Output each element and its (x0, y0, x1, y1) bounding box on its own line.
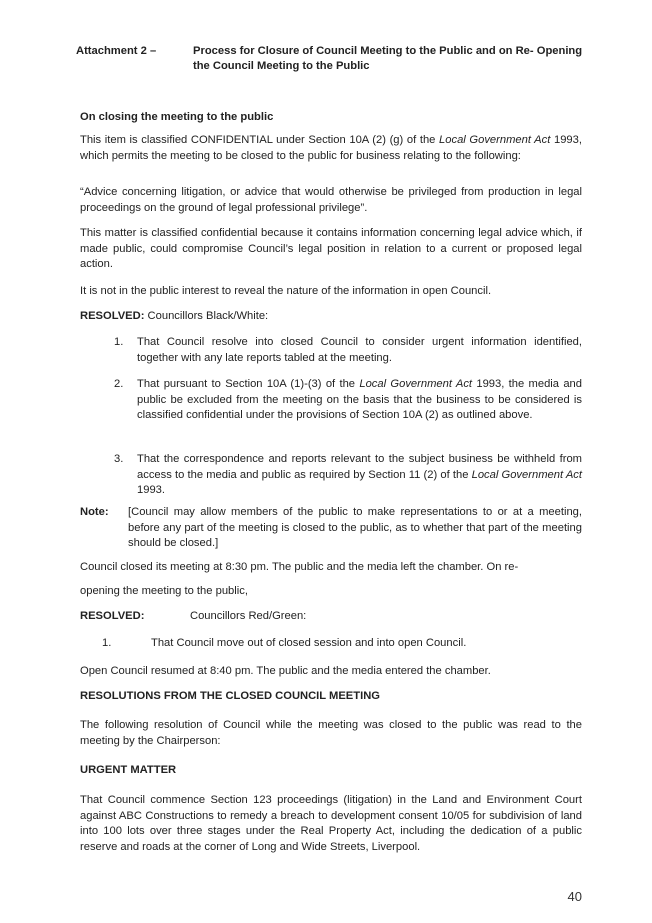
classification-text-a: This item is classified CONFIDENTIAL under Section 10A (2) (g) of the (80, 134, 440, 146)
closing-heading: On closing the meeting to the public (80, 111, 274, 123)
urgent-matter-heading: URGENT MATTER (80, 764, 177, 776)
resolved-label: RESOLVED: (80, 310, 145, 322)
item-number: 2. (114, 378, 124, 390)
classification-text-b: 1993, which permits the meeting to be closed to the public for business relating to the following: (80, 134, 582, 162)
item-text-a: That pursuant to Section 10A (1)-(3) of the (137, 378, 360, 390)
resolutions-intro: The following resolution of Council while the meeting was closed to the public was read to the meeting by the Chairperson: (80, 719, 582, 747)
note-label: Note: (80, 506, 109, 518)
urgent-matter-text: That Council commence Section 123 proceedings (litigation) in the Land and Environment Court against ABC Constructions to remedy a breach to development consent 10/05 for subdivision of land into 100 lots over three stages under the Real Property Act, including the dedication of a public reserve and roads at the corner of Long and Wide Streets, Liverpool. (80, 794, 582, 853)
item-text: That Council move out of closed session and into open Council. (151, 637, 467, 649)
item-text (137, 377, 582, 424)
page-number: 40 (567, 889, 582, 904)
item-number: 3. (114, 453, 124, 465)
item-text: That Council resolve into closed Council to consider urgent information identified, together with any late reports tabled at the meeting. (137, 336, 582, 364)
item-text-b: 1993, the media and public be excluded from the meeting on the basis that the business to be considered is classified confidential under the provisions of Section 10A (2) as outlined above. (137, 378, 582, 421)
item-text (137, 452, 582, 499)
note-text: [Council may allow members of the public to make representations to or at a meeting, before any part of the meeting is closed to the public, as to whether that part of the meeting should be closed.] (128, 506, 582, 549)
resolved-councillors: Councillors Black/White: (144, 310, 269, 322)
attachment-label: Attachment 2 – (76, 45, 157, 57)
act-name: Local Government Act (439, 134, 551, 146)
resolved-line-1 (80, 309, 582, 325)
confidential-reason-paragraph: This matter is classified confidential because it contains information concerning legal advice which, if made public, could compromise Council’s legal position in relation to a current or proposed legal action. (80, 227, 582, 270)
document-title: Process for Closure of Council Meeting to the Public and on Re- Opening the Council Meeting to the Public (193, 45, 583, 72)
item-text-b: 1993. (137, 484, 165, 496)
reopening-line: opening the meeting to the public, (80, 585, 248, 597)
closed-meeting-line: Council closed its meeting at 8:30 pm. The public and the media left the chamber. On re- (80, 561, 519, 573)
classification-paragraph (80, 133, 582, 164)
item-number: 1. (102, 637, 112, 649)
resumed-line: Open Council resumed at 8:40 pm. The public and the media entered the chamber. (80, 665, 491, 677)
item-number: 1. (114, 336, 124, 348)
act-name: Local Government Act (471, 468, 582, 481)
resolutions-heading: RESOLUTIONS FROM THE CLOSED COUNCIL MEETING (80, 690, 380, 702)
resolved-councillors: Councillors Red/Green: (190, 610, 307, 622)
resolved-label: RESOLVED: (80, 610, 145, 622)
public-interest-paragraph: It is not in the public interest to reveal the nature of the information in open Council. (80, 285, 492, 297)
quote-paragraph: “Advice concerning litigation, or advice that would otherwise be privileged from production in legal proceedings on the ground of legal professional privilege”. (80, 186, 582, 214)
item-text-a: That the correspondence and reports relevant to the subject business be withheld from access to the media and public as required by Section 11 (2) of the (137, 453, 582, 481)
act-name: Local Government Act (359, 378, 473, 390)
